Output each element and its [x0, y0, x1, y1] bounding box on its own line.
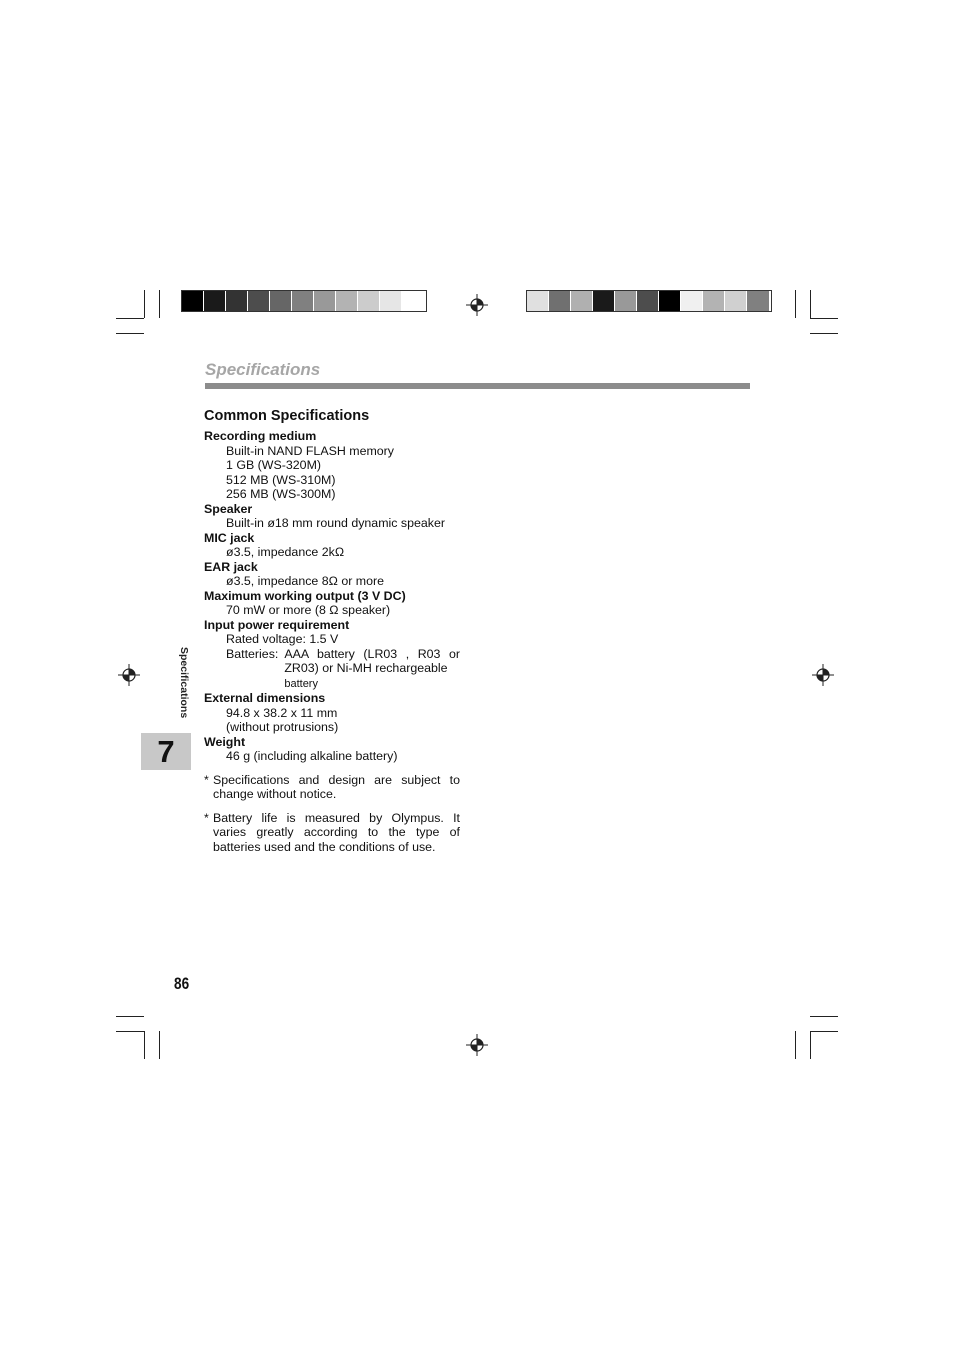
registration-mark-icon — [466, 1034, 488, 1056]
color-swatch — [358, 291, 380, 311]
spec-value: ø3.5, impedance 2kΩ — [226, 545, 345, 559]
color-swatch — [182, 291, 204, 311]
color-swatch — [571, 291, 593, 311]
color-bar-left — [181, 290, 427, 312]
color-swatch — [292, 291, 314, 311]
page-number: 86 — [174, 974, 190, 993]
crop-mark — [810, 290, 811, 318]
color-swatch — [336, 291, 358, 311]
spec-label-mic-jack: MIC jack — [204, 530, 255, 545]
crop-mark — [810, 1031, 811, 1059]
color-swatch — [615, 291, 637, 311]
footnote-text: Specifications and design are subject to change without notice. — [213, 772, 460, 801]
crop-mark — [144, 1031, 145, 1059]
registration-mark-icon — [466, 294, 488, 316]
spec-value: 46 g (including alkaline battery) — [226, 749, 398, 763]
spec-label-power: Input power requirement — [204, 617, 350, 632]
footnote — [204, 773, 460, 802]
spec-value: 256 MB (WS-300M) — [226, 487, 336, 501]
spec-content — [204, 407, 460, 854]
side-section-label: Specifications — [178, 647, 190, 719]
crop-mark — [810, 1031, 838, 1032]
crop-mark — [116, 1031, 144, 1032]
spec-value: 1 GB (WS-320M) — [226, 458, 322, 472]
crop-mark — [810, 318, 838, 319]
color-swatch — [549, 291, 571, 311]
spec-value: (without protrusions) — [226, 720, 339, 734]
footnote-marker: * — [204, 772, 209, 787]
color-swatch — [402, 291, 424, 311]
spec-value: Rated voltage: 1.5 V — [226, 632, 339, 646]
crop-mark — [116, 1016, 144, 1017]
section-title: Specifications — [205, 360, 321, 379]
spec-value: 94.8 x 38.2 x 11 mm — [226, 705, 338, 720]
color-swatch — [314, 291, 336, 311]
chapter-number-tab — [141, 733, 191, 770]
batteries-row — [204, 647, 460, 692]
crop-mark — [795, 290, 796, 318]
footnote-text: Battery life is measured by Olympus. It varies greatly according to the type of batteries used and the conditions of use. — [213, 810, 460, 854]
color-swatch — [380, 291, 402, 311]
color-swatch — [270, 291, 292, 311]
spec-value: Built-in NAND FLASH memory — [226, 443, 394, 458]
crop-mark — [795, 1031, 796, 1059]
batteries-label: Batteries: — [226, 646, 279, 661]
crop-mark — [810, 1016, 838, 1017]
footnote — [204, 811, 460, 855]
color-swatch — [703, 291, 725, 311]
color-swatch — [747, 291, 769, 311]
color-swatch — [248, 291, 270, 311]
spec-value: 70 mW or more (8 Ω speaker) — [226, 603, 391, 617]
color-swatch — [725, 291, 747, 311]
color-swatch — [527, 291, 549, 311]
batteries-text-tail: battery — [284, 677, 318, 690]
registration-mark-icon — [118, 664, 140, 686]
crop-mark — [144, 290, 145, 318]
spec-label-speaker: Speaker — [204, 501, 253, 516]
spec-value: 512 MB (WS-310M) — [226, 472, 336, 487]
color-swatch — [204, 291, 226, 311]
spec-heading: Common Specifications — [204, 408, 370, 424]
spec-label-dimensions: External dimensions — [204, 691, 326, 705]
color-swatch — [681, 291, 703, 311]
spec-label-max-output: Maximum working output (3 V DC) — [204, 588, 406, 603]
crop-mark — [116, 333, 144, 334]
color-swatch — [593, 291, 615, 311]
color-swatch — [226, 291, 248, 311]
color-swatch — [637, 291, 659, 311]
registration-mark-icon — [812, 664, 834, 686]
header-rule — [205, 383, 750, 389]
crop-mark — [159, 290, 160, 318]
spec-value: Built-in ø18 mm round dynamic speaker — [226, 516, 445, 530]
color-swatch — [659, 291, 681, 311]
batteries-text-main: AAA battery (LR03 , R03 or ZR03) or Ni-MH rechargeable — [284, 646, 460, 675]
footnote-marker: * — [204, 810, 209, 825]
crop-mark — [116, 318, 144, 319]
spec-label-ear-jack: EAR jack — [204, 559, 258, 574]
color-bar-right — [526, 290, 772, 312]
spec-label-recording-medium: Recording medium — [204, 429, 317, 443]
spec-label-weight: Weight — [204, 734, 246, 749]
crop-mark — [159, 1031, 160, 1059]
chapter-number: 7 — [157, 733, 175, 769]
batteries-text — [284, 647, 460, 692]
crop-mark — [810, 333, 838, 334]
spec-value: ø3.5, impedance 8Ω or more — [226, 574, 385, 588]
